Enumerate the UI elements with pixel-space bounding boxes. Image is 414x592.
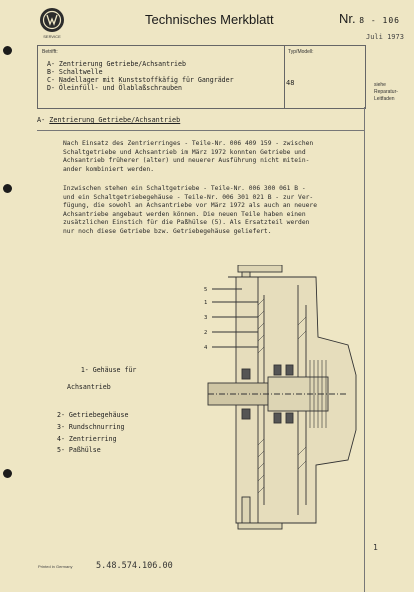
printed-note: Printed in Germany <box>38 564 73 569</box>
box-divider <box>284 46 285 108</box>
text-line: fügung, die sowohl an Achsantriebe vor März 1972 als auch an neuere <box>63 202 318 210</box>
punch-hole <box>3 46 12 55</box>
typ-value: 48 <box>286 79 295 87</box>
punch-hole <box>3 469 12 478</box>
form-number: 5.48.574.106.00 <box>96 561 173 571</box>
subject-box <box>37 45 366 109</box>
side-note <box>374 82 414 103</box>
text-line: Schaltgetriebe und Achsantrieb im März 1972 konnten Getriebe und <box>63 148 306 156</box>
subject-item: B- Schaltwelle <box>47 68 103 76</box>
side-note-line: siehe <box>374 82 386 88</box>
betrifft-label: Betrifft: <box>42 49 58 55</box>
text-line: zusätzlichen Einstich für die Paßhülse (5). Als Ersatzteil werden <box>63 219 310 227</box>
legend-label-cont: Achsantrieb <box>67 382 111 391</box>
vw-logo <box>40 8 64 32</box>
section-letter: A- <box>37 116 46 124</box>
nr-prefix: Nr. <box>339 11 356 26</box>
legend-label: 1- Gehäuse für <box>80 365 137 374</box>
text-line: und ein Schaltgetriebegehäuse - Teile-Nr. 006 301 021 B - zur Ver- <box>63 193 314 201</box>
legend-item <box>57 357 136 408</box>
callout-4: 4 <box>204 345 208 351</box>
callout-3: 3 <box>204 315 208 321</box>
margin-rule <box>364 107 365 592</box>
document-number <box>339 11 400 26</box>
legend-item: 2- Getriebegehäuse <box>57 411 129 420</box>
text-line: nur noch diese Getriebe bzw. Getriebegehäuse geliefert. <box>63 227 272 235</box>
text-line: Inzwischen stehen ein Schaltgetriebe - Teile-Nr. 006 300 061 B - <box>63 185 306 192</box>
issue-date: Juli 1973 <box>366 33 404 41</box>
side-note-line: Reparatur- <box>374 89 398 95</box>
legend-item: 3- Rundschnurring <box>57 422 125 431</box>
subject-item: A- Zentrierung Getriebe/Achsantrieb <box>47 60 186 68</box>
parts-legend <box>57 357 136 458</box>
typ-label: Typ/Modell: <box>288 49 314 55</box>
nr-value: 8 - 106 <box>359 16 400 25</box>
text-line: ander kombiniert werden. <box>63 165 154 173</box>
paragraph-1 <box>63 140 363 174</box>
page-title: Technisches Merkblatt <box>145 12 274 27</box>
subject-item: D- Öleinfüll- und Ölablaßschrauben <box>47 84 182 92</box>
section-rule <box>37 130 364 131</box>
text-line: Achsantrieb früherer (alter) und neuerer Ausführung nicht mitein- <box>63 157 310 165</box>
side-note-line: Leitfaden <box>374 96 395 102</box>
legend-item: 4- Zentrierring <box>57 434 117 443</box>
section-title: Zentrierung Getriebe/Achsantrieb <box>49 116 181 124</box>
legend-item: 5- Paßhülse <box>57 446 101 455</box>
text-line: Achsantriebe angebaut werden können. Die neuen Teile haben einen <box>63 210 306 218</box>
brand-label: SERVICE <box>43 34 61 39</box>
text-line: Nach Einsatz des Zentrierringes - Teile-Nr. 006 409 159 - zwischen <box>63 140 314 147</box>
page-number: 1 <box>373 543 378 552</box>
section-heading <box>37 116 180 124</box>
callout-1: 1 <box>204 300 208 306</box>
punch-hole <box>3 184 12 193</box>
callout-5: 5 <box>204 287 208 293</box>
paragraph-2 <box>63 185 363 237</box>
callout-2: 2 <box>204 330 208 336</box>
gearbox-cross-section-diagram <box>198 265 363 540</box>
subject-item: C- Nadellager mit Kunststoffkäfig für Gangräder <box>47 76 234 84</box>
